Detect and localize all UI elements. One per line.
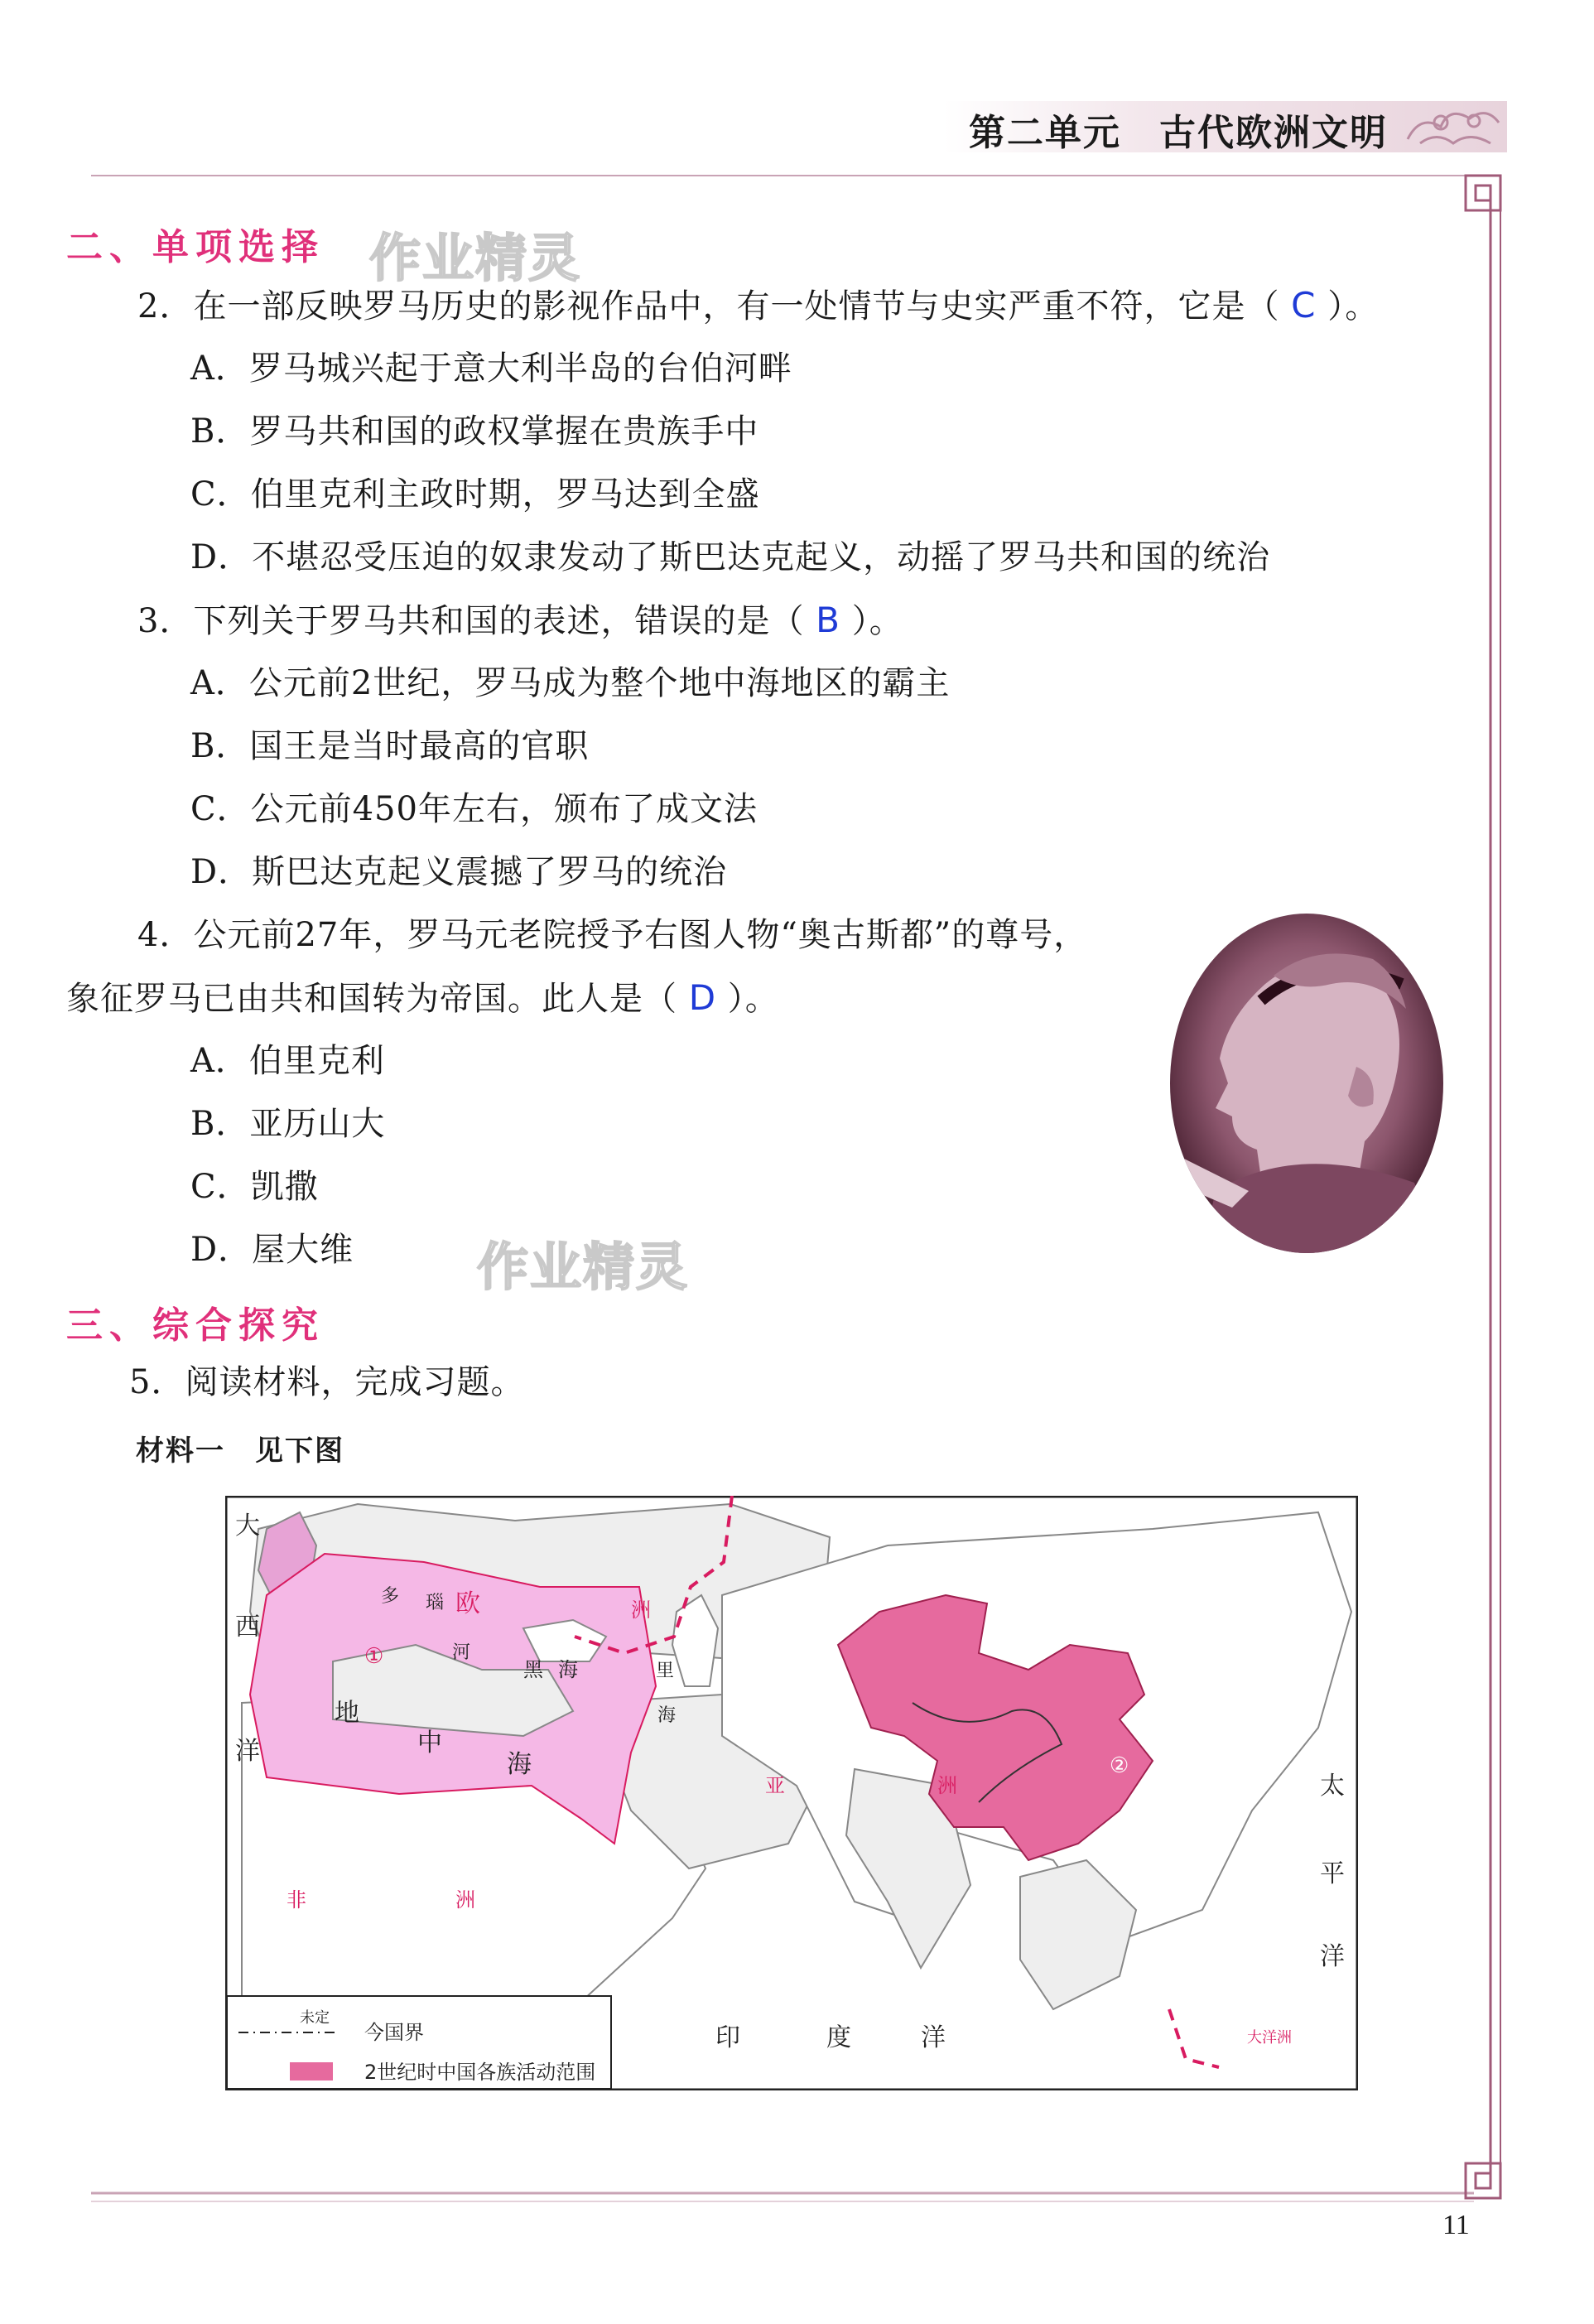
map-label-oceania: 大洋洲: [1247, 2029, 1292, 2047]
question-2-stem: [137, 287, 1379, 325]
map-label-du: 度: [826, 2023, 851, 2052]
question-3-answer: B: [816, 600, 840, 640]
question-3-option-b: B．国王是当时最高的官职: [190, 727, 590, 765]
question-3-option-a: A．公元前2世纪，罗马成为整个地中海地区的霸主: [190, 664, 951, 702]
map-label-circle2: ②: [1110, 1753, 1129, 1778]
question-2-answer: C: [1291, 285, 1317, 325]
question-2-option-c: C．伯里克利主政时期，罗马达到全盛: [190, 475, 760, 513]
watermark: 作业精灵: [369, 228, 582, 288]
map-label-zhou-eu: 洲: [631, 1598, 651, 1622]
question-2-option-b: B．罗马共和国的政权掌握在贵族手中: [190, 412, 759, 451]
map-label-yang: 洋: [235, 1737, 260, 1766]
map-label-he: 河: [452, 1642, 471, 1663]
map-label-yang-pacific: 洋: [1320, 1942, 1345, 1971]
map-label-yin: 印: [715, 2023, 740, 2052]
question-2-stem-end: ）。: [1327, 287, 1380, 325]
map-label-yang-indian: 洋: [921, 2023, 946, 2052]
historical-map: [225, 1496, 1358, 2090]
map-label-circle1: ①: [364, 1644, 384, 1669]
question-3-option-d: D．斯巴达克起义震撼了罗马的统治: [190, 853, 728, 891]
map-label-ya: 亚: [765, 1774, 785, 1797]
question-3-stem: [137, 601, 903, 640]
map-label-hai-med: 海: [507, 1750, 532, 1779]
map-label-xi: 西: [235, 1613, 260, 1642]
question-4-option-c: C．凯撒: [190, 1168, 319, 1206]
map-label-ping: 平: [1320, 1859, 1345, 1888]
question-3-stem-text: 3．下列关于罗马共和国的表述，错误的是（: [137, 602, 805, 640]
legend-area: 2世纪时中国各族活动范围: [364, 2061, 596, 2084]
page-number: 11: [1442, 2210, 1470, 2240]
map-label-tai: 太: [1320, 1772, 1345, 1801]
map-legend: [227, 1996, 611, 2089]
legend-border: 今国界: [364, 2021, 424, 2044]
question-4-option-b: B．亚历山大: [190, 1105, 386, 1143]
question-5-stem: 5．阅读材料，完成习题。: [129, 1363, 525, 1401]
section-title-choice: 二、单项选择: [66, 226, 325, 268]
map-label-duo: 多: [381, 1586, 400, 1607]
question-3-stem-end: ）。: [851, 602, 903, 640]
frame-corner-top: [1466, 176, 1500, 210]
question-4-option-a: A．伯里克利: [190, 1042, 385, 1080]
question-2-option-d: D．不堪忍受压迫的奴隶发动了斯巴达克起义，动摇了罗马共和国的统治: [190, 538, 1271, 576]
map-label-zhong: 中: [417, 1729, 442, 1757]
map-label-nao: 瑙: [426, 1593, 445, 1613]
map-label-zhou-asia: 洲: [937, 1774, 957, 1797]
augustus-portrait-image: [1166, 909, 1447, 1257]
question-4-stem-line1: 4．公元前27年，罗马元老院授予右图人物“奥古斯都”的尊号，: [137, 916, 1088, 954]
question-2-stem-text: 2．在一部反映罗马历史的影视作品中，有一处情节与史实严重不符，它是（: [137, 287, 1280, 325]
map-label-fei: 非: [287, 1888, 306, 1912]
legend-undetermined: 未定: [300, 2009, 330, 2027]
map-label-li: 里: [656, 1661, 675, 1681]
map-label-ou: 欧: [455, 1589, 480, 1618]
watermark-2: 作业精灵: [477, 1237, 690, 1297]
map-label-zhou-africa: 洲: [455, 1888, 475, 1912]
question-4-stem-text: 象征罗马已由共和国转为帝国。此人是（: [66, 980, 677, 1018]
map-label-hai-black: 海: [558, 1658, 578, 1681]
map-label-da: 大: [235, 1512, 260, 1540]
unit-title: 第二单元 古代欧洲文明: [969, 112, 1388, 154]
map-label-di: 地: [335, 1699, 359, 1728]
question-4-stem-end: ）。: [727, 980, 779, 1018]
cloud-ornament-icon: [1391, 98, 1515, 156]
frame-corner-bottom: [1466, 2163, 1500, 2198]
question-3-option-c: C．公元前450年左右，颁布了成文法: [190, 790, 758, 828]
material-1-label: 材料一 见下图: [136, 1434, 344, 1468]
question-4-stem-line2: [66, 979, 779, 1018]
question-4-answer: D: [688, 977, 717, 1018]
question-2-option-a: A．罗马城兴起于意大利半岛的台伯河畔: [190, 350, 792, 388]
question-4-option-d: D．屋大维: [190, 1231, 354, 1269]
map-label-hai-caspian: 海: [657, 1705, 677, 1726]
section-title-inquiry: 三、综合探究: [66, 1304, 325, 1347]
legend-swatch: [290, 2062, 333, 2081]
map-label-hei: 黑: [523, 1658, 543, 1681]
